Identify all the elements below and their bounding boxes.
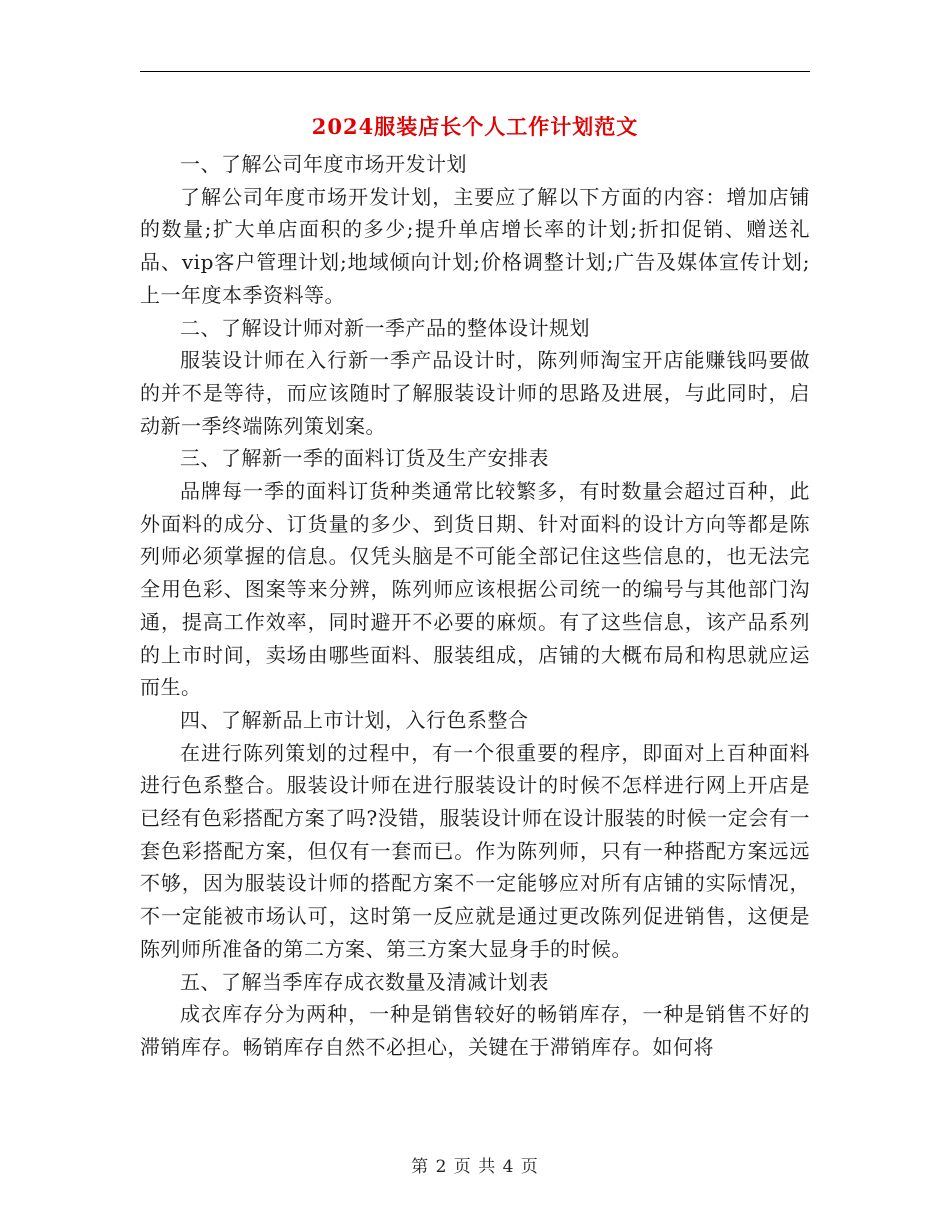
section-4-heading: 四、了解新品上市计划，入行色系整合 [180,707,529,732]
document-title: 2024服装店长个人工作计划范文 [311,114,639,139]
document-body [140,148,810,1064]
page-number-footer: 第 2 页 共 4 页 [411,1157,539,1177]
section-1-heading: 一、了解公司年度市场开发计划 [180,152,467,176]
header-rule [140,71,810,72]
section-3-heading: 三、了解新一季的面料订货及生产安排表 [180,446,549,471]
section-5-body: 成衣库存分为两种，一种是销售较好的畅销库存，一种是销售不好的滞销库存。畅销库存自然不必担心，关键在于滞销库存。如何将 [140,1002,810,1059]
section-3-body: 品牌每一季的面料订货种类通常比较繁多，有时数量会超过百种，此外面料的成分、订货量的多少、到货日期、针对面料的设计方向等都是陈列师必须掌握的信息。仅凭头脑是不可能全部记住这些信息的，也无法完全用色彩、图案等来分辨，陈列师应该根据公司统一的编号与其他部门沟通，提高工作效率，同时避开不必要的麻烦。有了这些信息，该产品系列的上市时间，卖场由哪些面料、服装组成，店铺的大概布局和构思就应运而生。 [140,479,810,700]
section-5-heading: 五、了解当季库存成衣数量及清减计划表 [180,969,549,994]
section-2-body: 服装设计师在入行新一季产品设计时，陈列师淘宝开店能赚钱吗要做的并不是等待，而应该随时了解服装设计师的思路及进展，与此同时，启动新一季终端陈列策划案。 [140,348,810,438]
section-4-body: 在进行陈列策划的过程中，有一个很重要的程序，即面对上百种面料进行色系整合。服装设计师在进行服装设计的时候不怎样进行网上开店是已经有色彩搭配方案了吗?没错，服装设计师在设计服装的时候一定会有一套色彩搭配方案，但仅有一套而已。作为陈列师，只有一种搭配方案远远不够，因为服装设计师的搭配方案不一定能够应对所有店铺的实际情况，不一定能被市场认可，这时第一反应就是通过更改陈列促进销售，这便是陈列师所准备的第二方案、第三方案大显身手的时候。 [140,740,810,961]
section-2-heading: 二、了解设计师对新一季产品的整体设计规划 [180,315,590,340]
section-1-body: 了解公司年度市场开发计划，主要应了解以下方面的内容：增加店铺的数量;扩大单店面积的多少;提升单店增长率的计划;折扣促销、赠送礼品、vip客户管理计划;地域倾向计划;价格调整计划;广告及媒体宣传计划;上一年度本季资料等。 [140,184,810,307]
